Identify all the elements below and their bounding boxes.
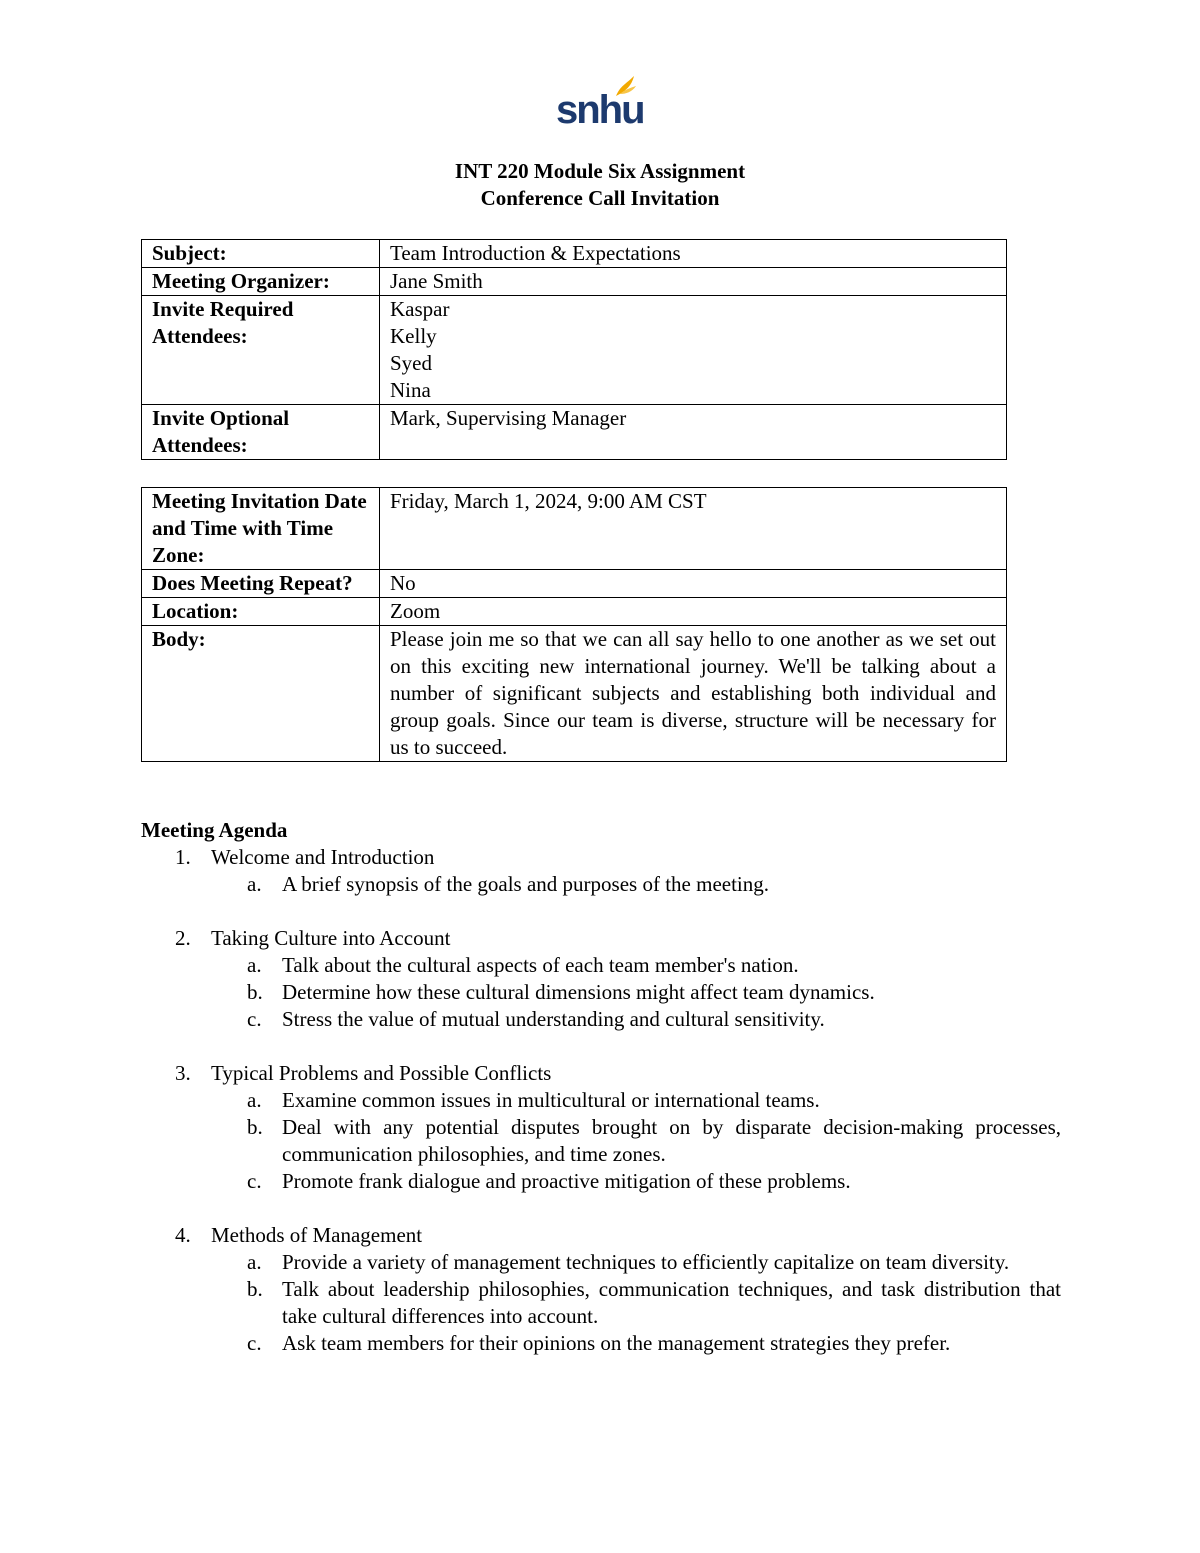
agenda-title: Meeting Agenda: [141, 818, 288, 842]
required-attendees-list: [380, 296, 1007, 405]
agenda-item-text: Taking Culture into Account: [211, 926, 451, 950]
invitation-table: [141, 239, 1007, 460]
agenda-subitem-letter: a.: [247, 953, 262, 977]
datetime-label: Meeting Invitation Date and Time with Time Zone:: [142, 488, 380, 570]
meeting-details-table: [141, 487, 1007, 762]
agenda-subitem-letter: c.: [247, 1169, 262, 1193]
datetime-row: [142, 488, 1007, 570]
title-line-2: Conference Call Invitation: [480, 186, 720, 210]
attendee: Nina: [390, 378, 431, 402]
agenda-subitem-text: Deal with any potential disputes brought on by disparate decision-making processes, communication philosophies, and time zones.: [282, 1115, 1061, 1166]
body-value: Please join me so that we can all say hello to one another as we set out on this exciting new international journey. We'll be talking about a number of significant subjects and establishing both individual and group goals. Since our team is diverse, structure will be necessary for us to succeed.: [380, 626, 1007, 762]
subject-label: Subject:: [142, 240, 380, 268]
agenda-subitem-text: Stress the value of mutual understanding and cultural sensitivity.: [282, 1007, 825, 1031]
repeat-row: [142, 570, 1007, 598]
optional-attendees-value: Mark, Supervising Manager: [380, 405, 1007, 460]
subject-value: Team Introduction & Expectations: [380, 240, 1007, 268]
location-row: [142, 598, 1007, 626]
agenda-subitem: [141, 1006, 1061, 1033]
location-value: Zoom: [380, 598, 1007, 626]
agenda-item: [141, 1222, 1061, 1249]
agenda-item-number: 3.: [175, 1061, 191, 1085]
optional-attendees-label: Invite Optional Attendees:: [142, 405, 380, 460]
agenda-subitem-letter: a.: [247, 1088, 262, 1112]
agenda-subitem: [141, 1114, 1061, 1168]
repeat-value: No: [380, 570, 1007, 598]
agenda-subitem-letter: a.: [247, 1250, 262, 1274]
title-line-1: INT 220 Module Six Assignment: [454, 159, 746, 183]
agenda-subitem-text: Examine common issues in multicultural or international teams.: [282, 1088, 820, 1112]
repeat-label: Does Meeting Repeat?: [142, 570, 380, 598]
agenda-subitem-letter: c.: [247, 1331, 262, 1355]
datetime-value: Friday, March 1, 2024, 9:00 AM CST: [380, 488, 1007, 570]
agenda-subitem-text: Ask team members for their opinions on the management strategies they prefer.: [282, 1331, 951, 1355]
body-row: [142, 626, 1007, 762]
agenda-subitem: [141, 1249, 1061, 1276]
agenda-subitem-letter: b.: [247, 980, 263, 1004]
agenda-item: [141, 1060, 1061, 1087]
required-attendees-row: [142, 296, 1007, 405]
agenda-subitem-text: Determine how these cultural dimensions might affect team dynamics.: [282, 980, 875, 1004]
agenda-item-text: Methods of Management: [211, 1223, 423, 1247]
agenda-subitem-letter: c.: [247, 1007, 262, 1031]
agenda-subitem-letter: a.: [247, 872, 262, 896]
agenda-item-number: 4.: [175, 1223, 191, 1247]
agenda-item: [141, 925, 1061, 952]
subject-row: [142, 240, 1007, 268]
agenda-item-number: 2.: [175, 926, 191, 950]
logo-text: snhu: [556, 88, 644, 132]
agenda-subitem-text: Talk about the cultural aspects of each team member's nation.: [282, 953, 799, 977]
agenda-subitem: [141, 871, 1061, 898]
agenda-subitem: [141, 1087, 1061, 1114]
page-title: [0, 158, 1200, 212]
optional-attendees-row: [142, 405, 1007, 460]
body-label: Body:: [142, 626, 380, 762]
organizer-label: Meeting Organizer:: [142, 268, 380, 296]
attendee: Syed: [390, 351, 432, 375]
agenda-subitem-text: A brief synopsis of the goals and purposes of the meeting.: [282, 872, 769, 896]
attendee: Kelly: [390, 324, 437, 348]
agenda-subitem-letter: b.: [247, 1277, 263, 1301]
agenda-subitem-letter: b.: [247, 1115, 263, 1139]
agenda-subitem-text: Promote frank dialogue and proactive mitigation of these problems.: [282, 1169, 851, 1193]
attendee: Kaspar: [390, 297, 450, 321]
organizer-value: Jane Smith: [380, 268, 1007, 296]
required-attendees-label: Invite Required Attendees:: [142, 296, 380, 405]
agenda-subitem: [141, 952, 1061, 979]
agenda-item: [141, 844, 1061, 871]
agenda-item-number: 1.: [175, 845, 191, 869]
agenda-subitem: [141, 1330, 1061, 1357]
agenda-item-text: Typical Problems and Possible Conflicts: [211, 1061, 552, 1085]
agenda-subitem-text: Talk about leadership philosophies, communication techniques, and task distribution that take cultural differences into account.: [282, 1277, 1061, 1328]
agenda-subitem: [141, 1276, 1061, 1330]
agenda-subitem-text: Provide a variety of management techniques to efficiently capitalize on team diversity.: [282, 1250, 1010, 1274]
agenda-item-text: Welcome and Introduction: [211, 845, 435, 869]
location-label: Location:: [142, 598, 380, 626]
organizer-row: [142, 268, 1007, 296]
agenda-subitem: [141, 979, 1061, 1006]
agenda-subitem: [141, 1168, 1061, 1195]
snhu-logo: [556, 74, 644, 134]
meeting-agenda: [141, 817, 1061, 1357]
